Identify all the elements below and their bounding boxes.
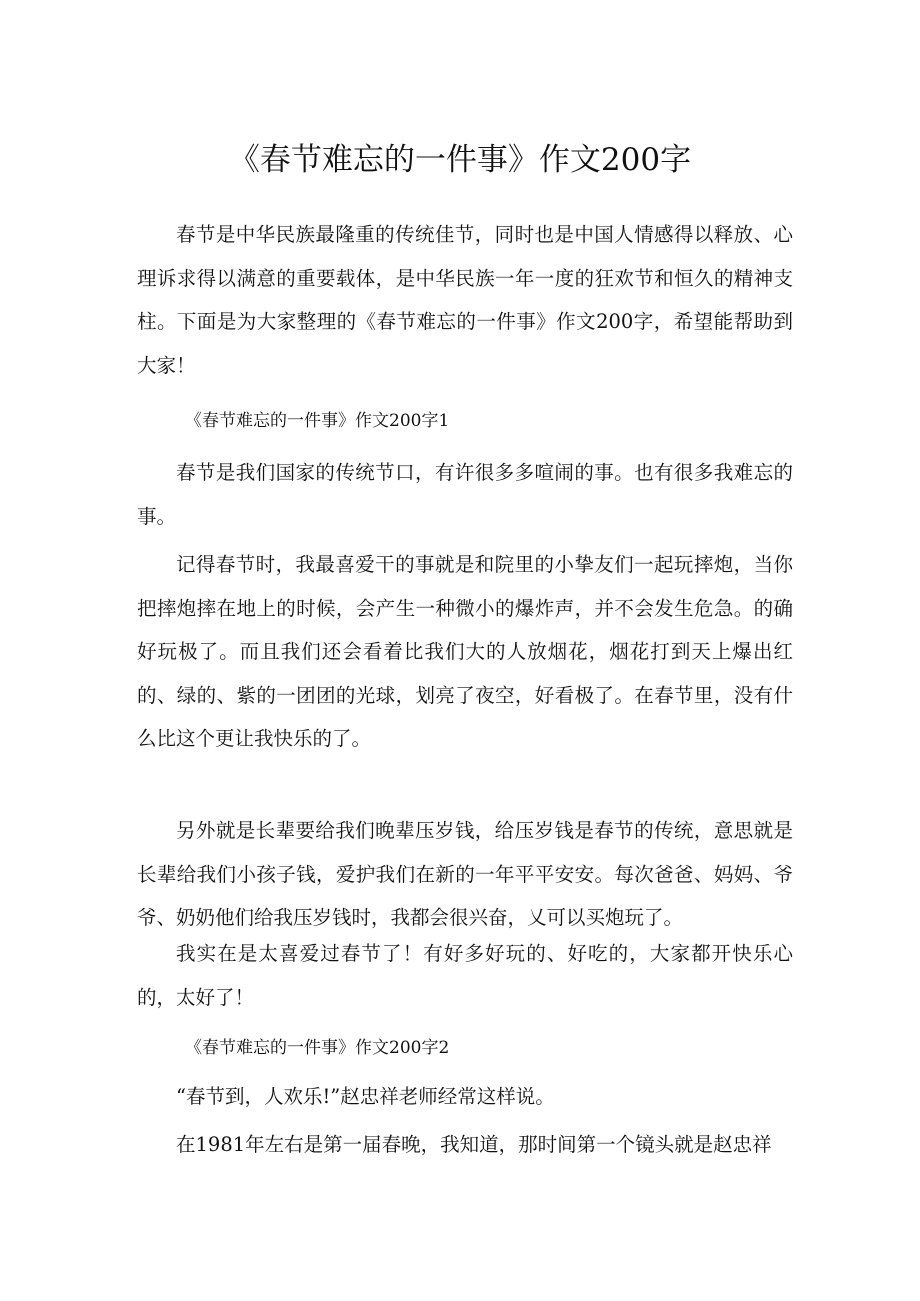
document-title: 《春节难忘的一件事》作文200字 [228,142,692,178]
intro-paragraph: 春节是中华民族最隆重的传统佳节，同时也是中国人情感得以释放、心理诉求得以满意的重要载体，是中华民族一年一度的狂欢节和恒久的精神支柱。下面是为大家整理的《春节难忘的一件事》作文200字，希望能帮助到大家！ [137,223,793,377]
essay-1-paragraph-2: 记得春节时，我最喜爱干的事就是和院里的小挚友们一起玩摔炮，当你把摔炮摔在地上的时候，会产生一种微小的爆炸声，并不会发生危急。的确好玩极了。而且我们还会看着比我们大的人放烟花，烟花打到天上爆出红的、绿的、紫的一团团的光球，划亮了夜空，好看极了。在春节里，没有什么比这个更让我快乐的了。 [137,553,793,750]
essay-1-paragraph-3: 另外就是长辈要给我们晚辈压岁钱，给压岁钱是春节的传统，意思就是长辈给我们小孩子钱，爱护我们在新的一年平平安安。每次爸爸、妈妈、爷爷、奶奶他们给我压岁钱时，我都会很兴奋，乂可以买炮玩了。 [137,819,793,929]
essay-1-paragraph-1: 春节是我们国家的传统节口，有许很多多喧闹的事。也有很多我难忘的事。 [137,461,793,528]
essay-2-heading: 《春节难忘的一件事》作文200字2 [185,1038,450,1058]
essay-2-paragraph-2: 在1981年左右是第一届春晚，我知道，那时间第一个镜头就是赵忠祥 [176,1133,772,1156]
essay-1-paragraph-4: 我实在是太喜爱过春节了！有好多好玩的、好吃的，大家都开快乐心的，太好了！ [137,942,793,1009]
essay-2-paragraph-1: “春节到，人欢乐!”赵忠祥老师经常这样说。 [176,1085,555,1108]
essay-1-heading: 《春节难忘的一件事》作文200字1 [185,411,450,431]
